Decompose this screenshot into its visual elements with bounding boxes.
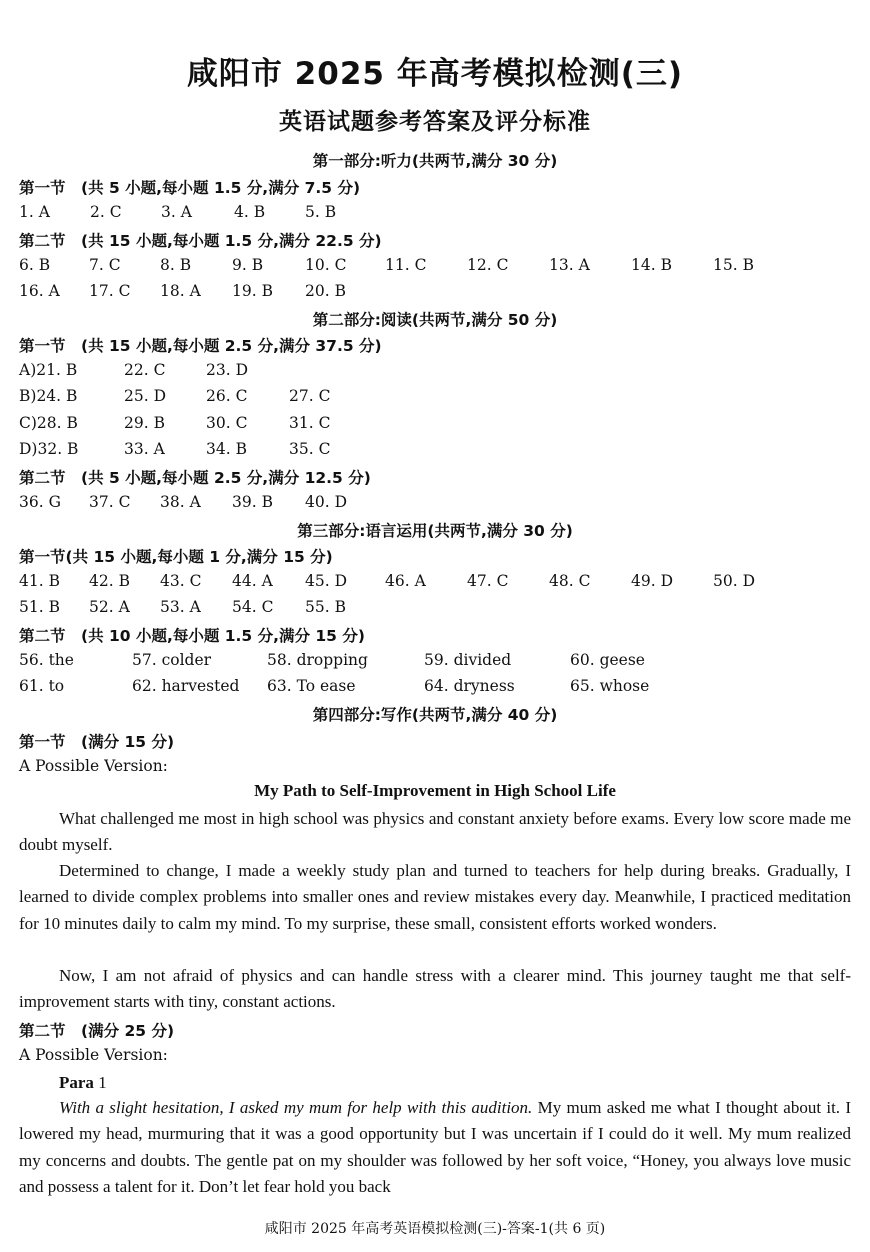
part3-sec2-heading: 第二节 (共 10 小题,每小题 1.5 分,满分 15 分): [19, 627, 365, 645]
answer-row: [19, 598, 859, 618]
answer: 17. C: [89, 282, 131, 300]
answer-row: [19, 361, 859, 381]
answer: 18. A: [160, 282, 201, 300]
continuation-paragraph: [19, 1095, 851, 1200]
answer: 35. C: [289, 440, 331, 458]
essay-paragraph: Now, I am not afraid of physics and can handle stress with a clearer mind. This journey taught me that self-improvement starts with tiny, constant actions.: [19, 966, 851, 1012]
answer: 47. C: [467, 572, 509, 590]
answer: 56. the: [19, 651, 74, 669]
part3-heading: 第三部分:语言运用(共两节,满分 30 分): [297, 522, 573, 540]
answer: 38. A: [160, 493, 201, 511]
answer: 10. C: [305, 256, 347, 274]
answer: 43. C: [160, 572, 202, 590]
answer: D)32. B: [19, 440, 79, 458]
version-label: A Possible Version:: [19, 757, 168, 775]
answer: 19. B: [232, 282, 273, 300]
para-number: 1: [98, 1073, 107, 1092]
answer: 48. C: [549, 572, 591, 590]
essay-paragraph: Determined to change, I made a weekly study plan and turned to teachers for help during breaks. Gradually, I learned to divide complex problems into smaller ones and review mistakes every day. Meanwhile, I practiced meditation for 10 minutes daily to calm my mind. To my surprise, these small, consistent efforts worked wonders.: [19, 861, 851, 933]
part2-sec1-heading: 第一节 (共 15 小题,每小题 2.5 分,满分 37.5 分): [19, 337, 382, 355]
answer: 1. A: [19, 203, 50, 221]
answer: 64. dryness: [424, 677, 515, 695]
answer: B)24. B: [19, 387, 78, 405]
answer: 12. C: [467, 256, 509, 274]
answer-row: [19, 387, 859, 407]
answer: 9. B: [232, 256, 264, 274]
answer: 61. to: [19, 677, 65, 695]
page-subtitle: 英语试题参考答案及评分标准: [279, 109, 591, 135]
paragraph-text: My mum asked me what I thought about it. I lowered my head, murmuring that it was a good opportunity but I was uncertain if I could do it well. My mum realized my concerns and doubts. The gentle pat on my shoulder was followed by her soft voice, “Honey, you always love music and possess a talent for it. Don’t let fear hold you back: [19, 1098, 851, 1196]
answer: A)21. B: [19, 361, 78, 379]
answer: 40. D: [305, 493, 348, 511]
page-footer: 咸阳市 2025 年高考英语模拟检测(三)-答案-1(共 6 页): [264, 1221, 606, 1237]
answer: 26. C: [206, 387, 248, 405]
answer-row: [19, 651, 859, 671]
answer: 33. A: [124, 440, 165, 458]
answer: 42. B: [89, 572, 130, 590]
part2-heading: 第二部分:阅读(共两节,满分 50 分): [312, 311, 558, 329]
answer: 50. D: [713, 572, 756, 590]
answer: 45. D: [305, 572, 348, 590]
answer: 41. B: [19, 572, 60, 590]
answer: 29. B: [124, 414, 165, 432]
answer: 37. C: [89, 493, 131, 511]
answer: 5. B: [305, 203, 337, 221]
answer-row: [19, 677, 859, 697]
answer: 16. A: [19, 282, 60, 300]
answer: 25. D: [124, 387, 167, 405]
answer: C)28. B: [19, 414, 78, 432]
part4-sec1-heading: 第一节 (满分 15 分): [19, 733, 175, 751]
answer: 15. B: [713, 256, 754, 274]
answer: 4. B: [234, 203, 266, 221]
answer: 63. To ease: [267, 677, 356, 695]
answer: 11. C: [385, 256, 427, 274]
answer: 14. B: [631, 256, 672, 274]
answer: 7. C: [89, 256, 121, 274]
essay-paragraph: What challenged me most in high school was physics and constant anxiety before exams. Every low score made me doubt myself.: [19, 809, 851, 855]
answer: 54. C: [232, 598, 274, 616]
answer: 6. B: [19, 256, 51, 274]
answer: 2. C: [90, 203, 122, 221]
answer: 57. colder: [132, 651, 212, 669]
lead-sentence: With a slight hesitation, I asked my mum for help with this audition.: [59, 1098, 533, 1117]
answer: 52. A: [89, 598, 130, 616]
answer: 8. B: [160, 256, 192, 274]
part3-sec1-heading: 第一节(共 15 小题,每小题 1 分,满分 15 分): [19, 548, 333, 566]
part4-heading: 第四部分:写作(共两节,满分 40 分): [312, 706, 558, 724]
part2-sec2-heading: 第二节 (共 5 小题,每小题 2.5 分,满分 12.5 分): [19, 469, 371, 487]
answer: 60. geese: [570, 651, 645, 669]
answer: 22. C: [124, 361, 166, 379]
para-label: Para: [59, 1073, 94, 1092]
answer: 36. G: [19, 493, 61, 511]
answer-row: [19, 440, 859, 460]
answer-row: [19, 203, 859, 223]
answer-row: [19, 414, 859, 434]
part1-sec1-heading: 第一节 (共 5 小题,每小题 1.5 分,满分 7.5 分): [19, 179, 361, 197]
answer: 27. C: [289, 387, 331, 405]
answer: 53. A: [160, 598, 201, 616]
essay-title: My Path to Self-Improvement in High School Life: [254, 781, 616, 800]
answer-row: [19, 572, 859, 592]
answer: 65. whose: [570, 677, 650, 695]
part4-sec2-heading: 第二节 (满分 25 分): [19, 1022, 175, 1040]
answer: 51. B: [19, 598, 60, 616]
version-label: A Possible Version:: [19, 1046, 168, 1064]
answer: 44. A: [232, 572, 273, 590]
answer: 49. D: [631, 572, 674, 590]
answer: 31. C: [289, 414, 331, 432]
page-title: 咸阳市 2025 年高考模拟检测(三): [186, 56, 684, 92]
answer-row: [19, 256, 859, 276]
answer: 39. B: [232, 493, 273, 511]
answer-row: [19, 493, 859, 513]
para-heading: [59, 1073, 107, 1093]
answer: 3. A: [161, 203, 192, 221]
part1-heading: 第一部分:听力(共两节,满分 30 分): [312, 152, 558, 170]
answer: 13. A: [549, 256, 590, 274]
answer: 58. dropping: [267, 651, 368, 669]
answer: 34. B: [206, 440, 247, 458]
answer-row: [19, 282, 859, 302]
answer: 23. D: [206, 361, 249, 379]
answer: 20. B: [305, 282, 346, 300]
part1-sec2-heading: 第二节 (共 15 小题,每小题 1.5 分,满分 22.5 分): [19, 232, 382, 250]
answer: 46. A: [385, 572, 426, 590]
answer: 62. harvested: [132, 677, 240, 695]
answer: 59. divided: [424, 651, 512, 669]
answer: 30. C: [206, 414, 248, 432]
answer: 55. B: [305, 598, 346, 616]
